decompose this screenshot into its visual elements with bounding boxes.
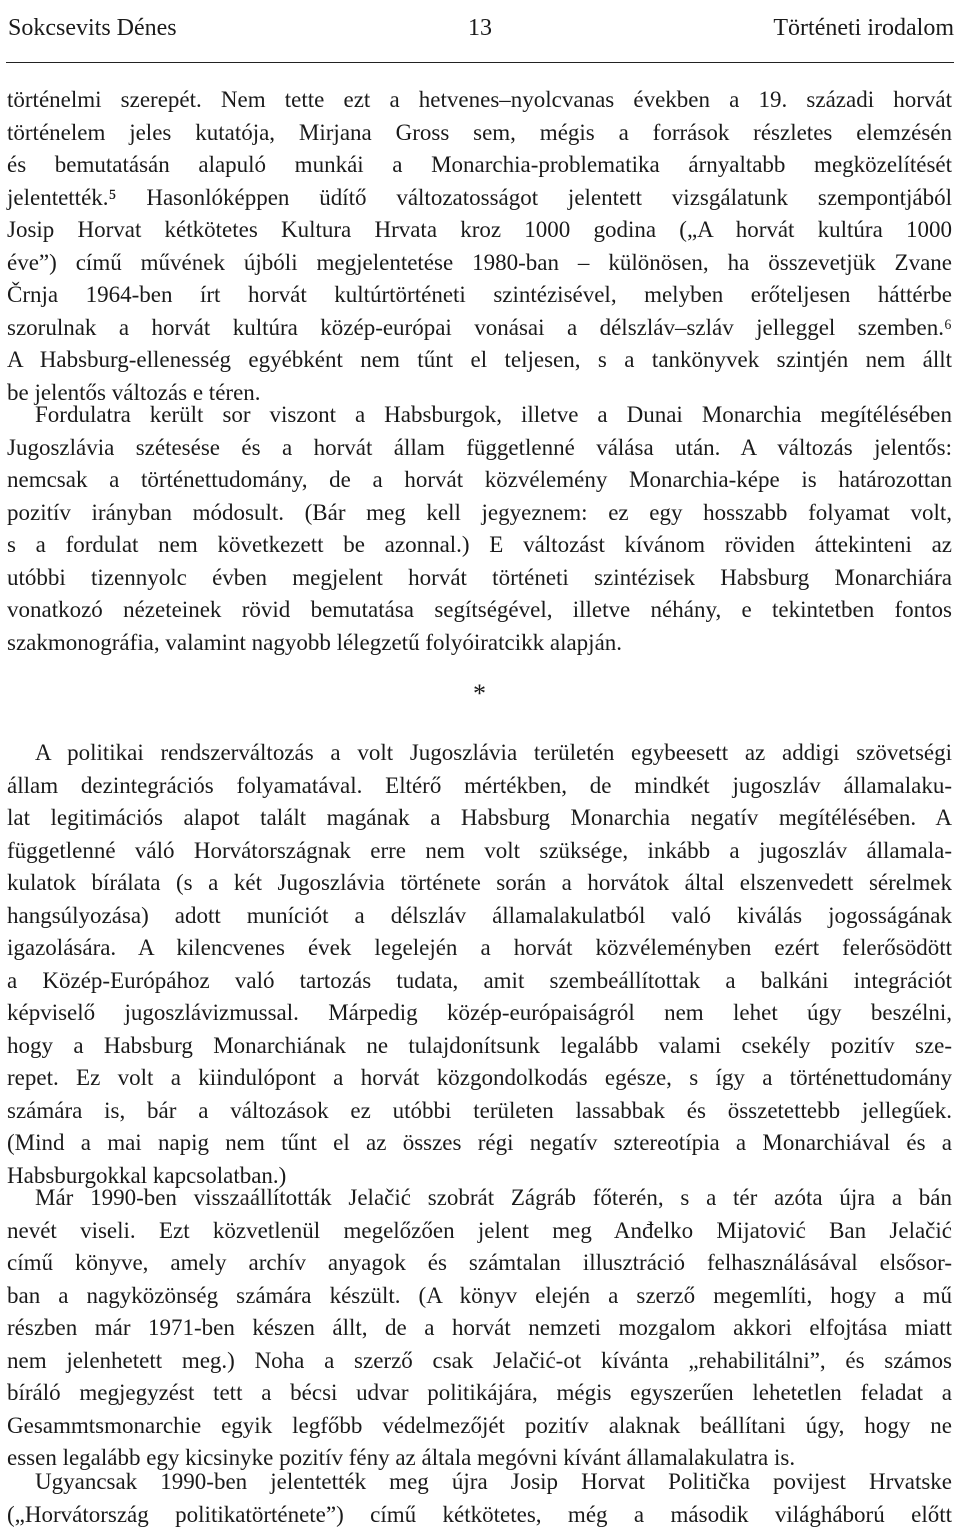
section-separator: * (473, 679, 486, 708)
text-line: történelmi szerepét. Nem tette ezt a hetvenes–nyolcvanas években a 19. századi horvát (7, 87, 952, 112)
text-line: essen legalább egy kicsinyke pozitív fény az általa megóvni kívánt államalakulatra is. (7, 1445, 796, 1470)
text-line: történelem jeles kutatója, Mirjana Gross sem, mégis a források részletes elemzésén (7, 119, 952, 145)
text-line: lat legitimációs alapot talált magának a Habsburg Monarchia negatív megítélésében. A (7, 805, 952, 830)
text-line: ban a nagyközönség számára készült. (A könyv elején a szerző megemlíti, hogy a mű (7, 1282, 952, 1308)
text-line: részben már 1971-ben készen állt, de a horvát nemzeti mozgalom akkori elfojtása miatt (7, 1315, 952, 1340)
text-line: repet. Ez volt a kiindulópont a horvát közgondolkodás egésze, s így a történettudomány (7, 1065, 952, 1090)
text-line: (Mind a mai napig nem tűnt el az összes régi negatív sztereotípia a Monarchiával és a (7, 1130, 952, 1155)
text-line: A politikai rendszerváltozás a volt Jugoszlávia területén egybeesett az addigi szövetségi (35, 740, 952, 765)
text-line: Črnja 1964-ben írt horvát kultúrtörténeti szintézisével, melyben erőteljesen háttérbe (7, 282, 952, 307)
text-line: szorulnak a horvát kultúra közép-európai vonásai a délszláv–szláv jelleggel szemben.⁶ (7, 314, 952, 340)
text-line: Már 1990-ben visszaállították Jelačić szobrát Zágráb főterén, s a tér azóta újra a bán (35, 1185, 952, 1210)
text-line: szakmonográfia, valamint nagyobb lélegzetű folyóiratcikk alapján. (7, 629, 623, 655)
text-line: s a fordulat nem következett be azonnal.) E változást kívánom röviden áttekinteni az (7, 532, 952, 557)
text-line: A Habsburg-ellenesség egyébként nem tűnt el teljesen, s a tankönyvek szintjén nem állt (7, 347, 952, 372)
text-line: képviselő jugoszlávizmussal. Márpedig közép-európaiságról nem lehet úgy beszélni, (7, 1000, 952, 1025)
text-line: Josip Horvat kétkötetes Kultura Hrvata kroz 1000 godina („A horvát kultúra 1000 (7, 217, 952, 242)
text-line: Gesammtsmonarchie egyik legfőbb védelmezőjét pozitív alaknak beállítani úgy, hogy ne (7, 1412, 952, 1438)
header-author: Sokcsevits Dénes (8, 15, 177, 41)
page-number: 13 (468, 15, 492, 41)
text-line: és bemutatásán alapuló munkái a Monarchia-problematika árnyaltabb megközelítését (7, 152, 952, 177)
text-line: igazolására. A kilencvenes évek legelején a horvát közvéleményben ezért felerősödött (7, 935, 952, 960)
text-line: kulatok bírálata (s a két Jugoszlávia története során a horvátok által elszenvedett sérelmek (7, 870, 952, 895)
text-line: függetlenné váló Horvátországnak erre nem volt szüksége, inkább a jugoszláv államala- (7, 837, 952, 863)
paragraph (7, 399, 952, 659)
text-line: állam dezintegrációs folyamatával. Eltérő mértékben, de mindkét jugoszláv államalaku- (7, 772, 952, 798)
text-line: nemcsak a történettudomány, de a horvát közvélemény Monarchia-képe is határozottan (7, 467, 952, 492)
paragraph (7, 737, 952, 1192)
running-title: Történeti irodalom (773, 15, 954, 41)
text-line: bíráló megjegyzést tett a bécsi udvar politikájára, mégis egyszerűen lehetetlen feladat a (7, 1380, 952, 1405)
text-line: Fordulatra került sor viszont a Habsburgok, illetve a Dunai Monarchia megítélésében (35, 402, 952, 427)
text-line: be jelentős változás e téren. (7, 379, 261, 405)
text-line: Habsburgokkal kapcsolatban.) (7, 1162, 287, 1188)
text-line: pozitív irányban módosult. (Bár meg kell jegyeznem: ez egy hosszabb folyamat volt, (7, 499, 952, 525)
text-line: hogy a Habsburg Monarchiának ne tulajdonítsunk legalább valami csekély pozitív sze- (7, 1032, 952, 1058)
running-header (6, 0, 954, 63)
text-line: („Horvátország politikatörténete”) című kétkötetes, még a második világháború előtt (7, 1501, 952, 1527)
text-line: nevét viseli. Ezt közvetlenül megelőzően jelent meg Anđelko Mijatović Ban Jelačić (7, 1217, 952, 1243)
paragraph (7, 84, 952, 409)
text-line: számára is, bár a változások ez utóbbi területen lassabbak és összetettebb jellegűek. (7, 1097, 952, 1123)
text-line: vonatkozó nézeteinek rövid bemutatása segítségével, illetve néhány, e tekintetben fontos (7, 597, 952, 622)
text-line: a Közép-Európához való tartozás tudata, amit szembeállítottak a balkáni integrációt (7, 967, 952, 993)
paragraph (7, 1182, 952, 1475)
text-line: hangsúlyozása) adott muníciót a délszláv államalakulatból való kiválás jogosságának (7, 902, 952, 928)
text-line: éve”) című művének újbóli megjelentetése 1980-ban – különösen, ha összevetjük Zvane (7, 249, 952, 275)
text-line: Ugyancsak 1990-ben jelentették meg újra Josip Horvat Politička povijest Hrvatske (35, 1469, 952, 1494)
paragraph (7, 1466, 952, 1531)
text-line: jelentették.⁵ Hasonlóképpen üdítő változatosságot jelentett vizsgálatunk szempontjából (7, 184, 952, 210)
text-line: nem jelenhetett meg.) Noha a szerző csak Jelačić-ot kívánta „rehabilitálni”, és számos (7, 1347, 952, 1373)
text-line: Jugoszlávia szétesése és a horvát állam függetlenné válása után. A változás jelentős: (7, 434, 952, 460)
text-line: című könyve, amely archív anyagok és számtalan illusztráció felhasználásával elsősor- (7, 1250, 952, 1275)
text-line: utóbbi tizennyolc évben megjelent horvát történeti szintézisek Habsburg Monarchiára (7, 564, 952, 590)
